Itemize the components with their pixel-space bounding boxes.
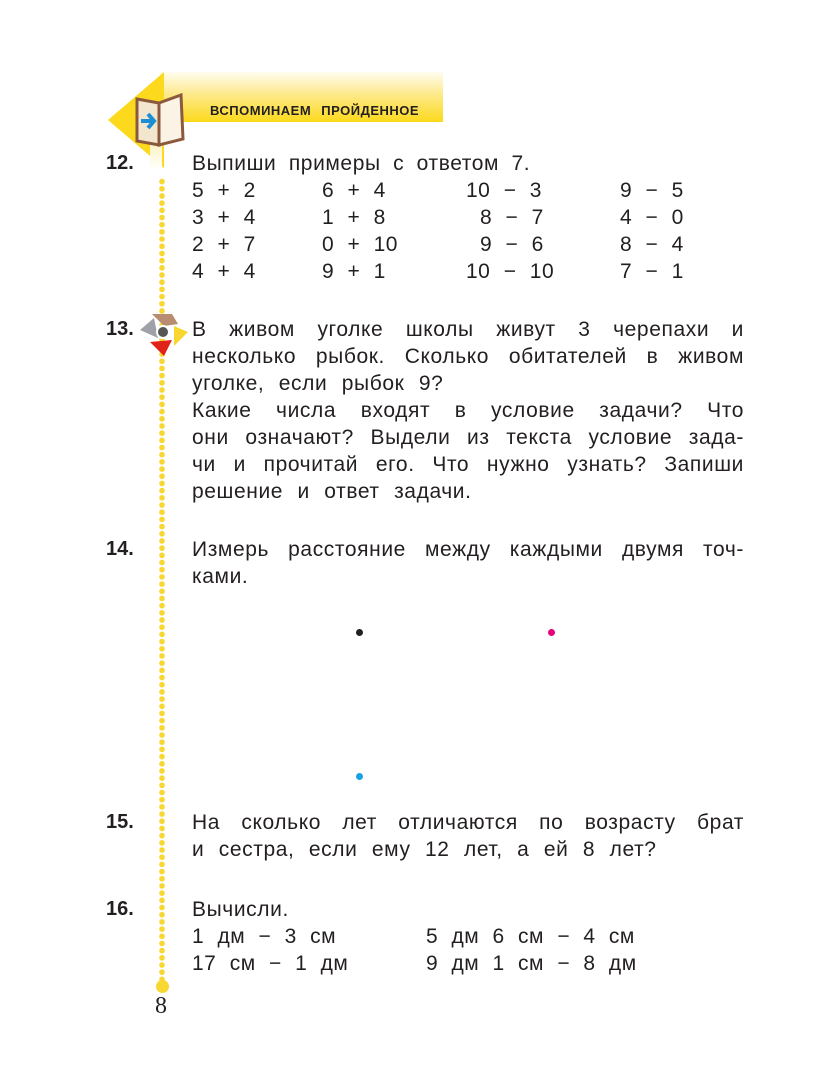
task-text: Вычисли. [192, 898, 289, 921]
task-text-line: На сколько лет отличаются по возрасту брат [192, 811, 744, 834]
task-text-line: и сестра, если ему 12 лет, а ей 8 лет? [192, 838, 657, 861]
task-number: 16. [106, 898, 134, 920]
task-number: 13. [106, 318, 134, 340]
task-text-line: Какие числа входят в условие задачи? Что [192, 399, 744, 422]
page-number: 8 [155, 993, 167, 1019]
task-number: 14. [106, 538, 134, 560]
example: 4 − 0 [620, 206, 684, 229]
example: 1 дм − 3 см [192, 925, 337, 948]
book-arrow-icon [133, 93, 187, 149]
task-number: 12. [106, 152, 134, 174]
point-black [356, 629, 363, 636]
point-blue [356, 773, 363, 780]
example: 9 − 5 [620, 179, 684, 202]
example: 3 + 4 [192, 206, 256, 229]
example: 9 + 1 [322, 260, 386, 283]
example: 8 − 7 [480, 206, 544, 229]
section-title: ВСПОМИНАЕМ ПРОЙДЕННОЕ [210, 103, 420, 118]
example: 5 дм 6 см − 4 см [426, 925, 635, 948]
example: 9 − 6 [480, 233, 544, 256]
pinwheel-icon [138, 310, 190, 358]
task-text-line: чи и прочитай его. Что нужно узнать? Запиши [192, 453, 744, 476]
example: 1 + 8 [322, 206, 386, 229]
example: 6 + 4 [322, 179, 386, 202]
example: 7 − 1 [620, 260, 684, 283]
example: 2 + 7 [192, 233, 256, 256]
task-text-line: они означают? Выдели из текста условие зада- [192, 426, 744, 449]
example: 10 − 10 [466, 260, 555, 283]
example: 5 + 2 [192, 179, 256, 202]
example: 9 дм 1 см − 8 дм [426, 952, 637, 975]
task-text: Выпиши примеры с ответом 7. [192, 152, 531, 175]
task-text-line: В живом уголке школы живут 3 черепахи и [192, 318, 744, 341]
example: 10 − 3 [466, 179, 542, 202]
example: 0 + 10 [322, 233, 398, 256]
task-number: 15. [106, 811, 134, 833]
task-text-line: решение и ответ задачи. [192, 480, 472, 503]
dotted-margin-line [159, 178, 165, 986]
point-magenta [548, 629, 555, 636]
task-text-line: ками. [192, 565, 249, 588]
margin-end-dot [156, 980, 169, 993]
example: 8 − 4 [620, 233, 684, 256]
task-text-line: уголке, если рыбок 9? [192, 372, 444, 395]
example: 17 см − 1 дм [192, 952, 349, 975]
task-text-line: Измерь расстояние между каждыми двумя точ- [192, 538, 744, 561]
task-text-line: несколько рыбок. Сколько обитателей в живом [192, 345, 744, 368]
example: 4 + 4 [192, 260, 256, 283]
